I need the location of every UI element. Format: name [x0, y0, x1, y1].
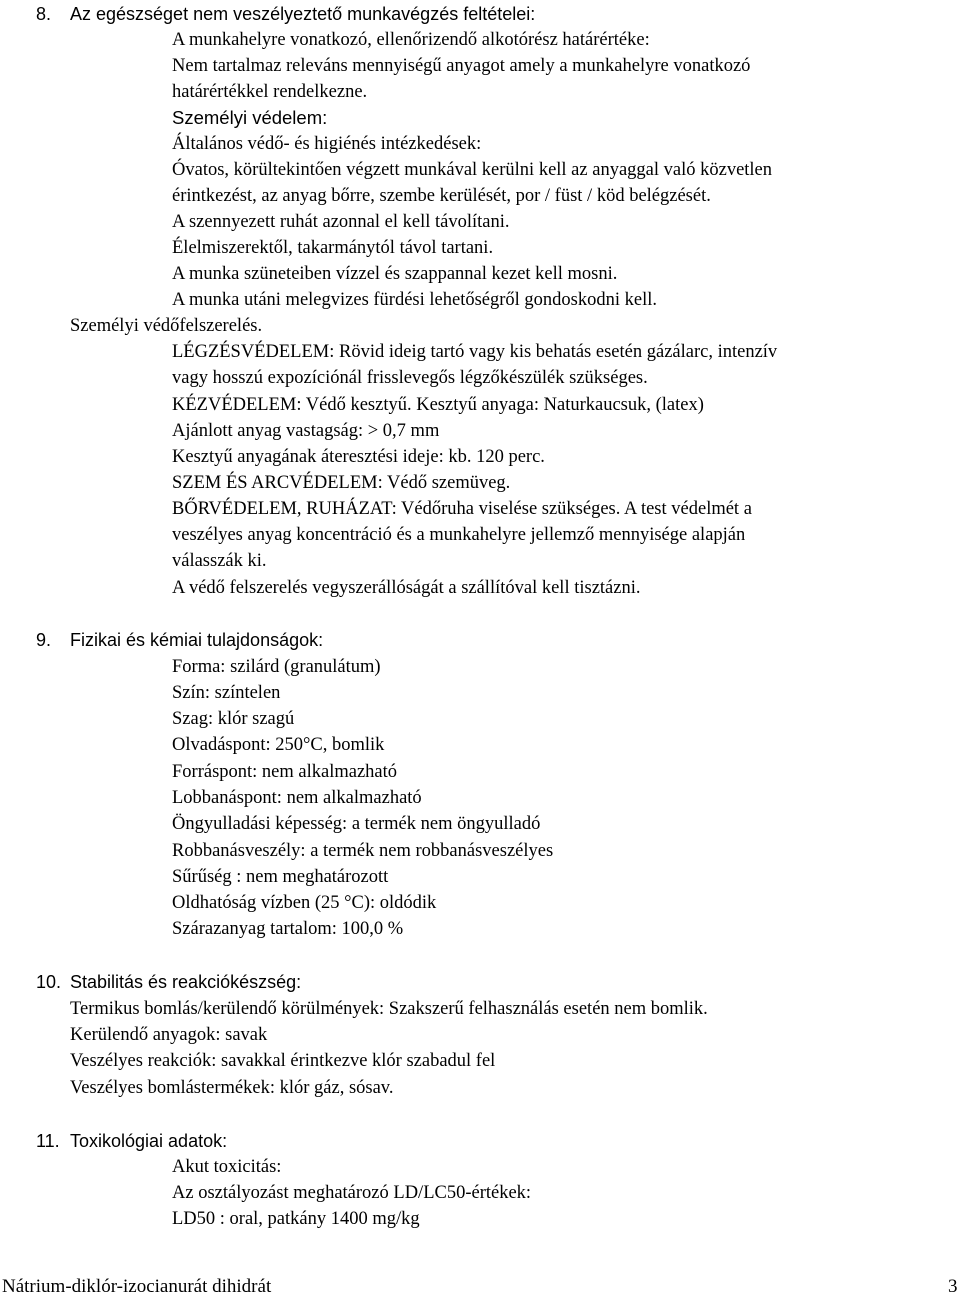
section-number: 8. [36, 4, 52, 24]
text-line: Szag: klór szagú [172, 709, 295, 729]
text-line: A munka szüneteiben vízzel és szappannal kezet kell mosni. [172, 264, 618, 284]
text-line: LÉGZÉSVÉDELEM: Rövid ideig tartó vagy kis behatás esetén gázálarc, intenzív [172, 342, 778, 362]
text-line: A munkahelyre vonatkozó, ellenőrizendő alkotórész határértéke: [172, 30, 650, 50]
text-line: veszélyes anyag koncentráció és a munkahelyre jellemző mennyisége alapján [172, 525, 746, 545]
text-line: Nem tartalmaz releváns mennyiségű anyagot amely a munkahelyre vonatkozó [172, 56, 751, 76]
text-line: A szennyezett ruhát azonnal el kell távolítani. [172, 212, 510, 232]
section-title: Toxikológiai adatok: [70, 1131, 228, 1151]
text-line: SZEM ÉS ARCVÉDELEM: Védő szemüveg. [172, 473, 511, 493]
text-line: Akut toxicitás: [172, 1157, 282, 1177]
text-line: LD50 : oral, patkány 1400 mg/kg [172, 1209, 420, 1229]
text-line: Ajánlott anyag vastagság: > 0,7 mm [172, 421, 440, 441]
section-number: 10. [36, 972, 62, 992]
text-line: érintkezést, az anyag bőrre, szembe kerülését, por / füst / köd belégzését. [172, 186, 711, 206]
text-line: Szárazanyag tartalom: 100,0 % [172, 919, 404, 939]
text-line: Élelmiszerektől, takarmánytól távol tartani. [172, 238, 494, 258]
text-line: Termikus bomlás/kerülendő körülmények: Szakszerű felhasználás esetén nem bomlik. [70, 999, 708, 1019]
text-line: válasszák ki. [172, 551, 267, 571]
text-line: Személyi védőfelszerelés. [70, 316, 263, 336]
section-title: Fizikai és kémiai tulajdonságok: [70, 630, 324, 650]
text-line: Kesztyű anyagának áteresztési ideje: kb. 120 perc. [172, 447, 545, 467]
text-line: Veszélyes reakciók: savakkal érintkezve klór szabadul fel [70, 1051, 496, 1071]
text-line: Oldhatóság vízben (25 °C): oldódik [172, 893, 437, 913]
text-line: Robbanásveszély: a termék nem robbanásveszélyes [172, 841, 554, 861]
text-line: Forma: szilárd (granulátum) [172, 657, 381, 677]
footer-page-number: 3 [948, 1276, 958, 1297]
text-line: Személyi védelem: [172, 107, 328, 128]
text-line: A munka utáni melegvizes fürdési lehetőségről gondoskodni kell. [172, 290, 658, 310]
text-line: Általános védő- és higiénés intézkedések: [172, 134, 482, 154]
text-line: Kerülendő anyagok: savak [70, 1025, 268, 1045]
text-line: Szín: színtelen [172, 683, 281, 703]
text-line: BŐRVÉDELEM, RUHÁZAT: Védőruha viselése szükséges. A test védelmét a [172, 499, 752, 519]
text-line: KÉZVÉDELEM: Védő kesztyű. Kesztyű anyaga: Naturkaucsuk, (latex) [172, 395, 704, 415]
section-title: Az egészséget nem veszélyeztető munkavégzés feltételei: [70, 4, 536, 24]
text-line: Forráspont: nem alkalmazható [172, 762, 398, 782]
text-line: Sűrűség : nem meghatározott [172, 867, 389, 887]
text-line: A védő felszerelés vegyszerállóságát a szállítóval kell tisztázni. [172, 578, 641, 598]
section-number: 11. [36, 1131, 60, 1151]
text-line: Óvatos, körültekintően végzett munkával kerülni kell az anyaggal való közvetlen [172, 160, 773, 180]
text-line: Veszélyes bomlástermékek: klór gáz, sósav. [70, 1078, 394, 1098]
text-line: Olvadáspont: 250°C, bomlik [172, 735, 385, 755]
text-line: Az osztályozást meghatározó LD/LC50-értékek: [172, 1183, 532, 1203]
text-line: határértékkel rendelkezne. [172, 82, 368, 102]
footer-product-name: Nátrium-diklór-izocianurát dihidrát [2, 1276, 272, 1297]
text-line: Lobbanáspont: nem alkalmazható [172, 788, 422, 808]
section-number: 9. [36, 630, 52, 650]
text-line: Öngyulladási képesség: a termék nem öngyulladó [172, 814, 541, 834]
text-line: vagy hosszú expozíciónál frisslevegős légzőkészülék szükséges. [172, 368, 648, 388]
section-title: Stabilitás és reakciókészség: [70, 972, 302, 992]
